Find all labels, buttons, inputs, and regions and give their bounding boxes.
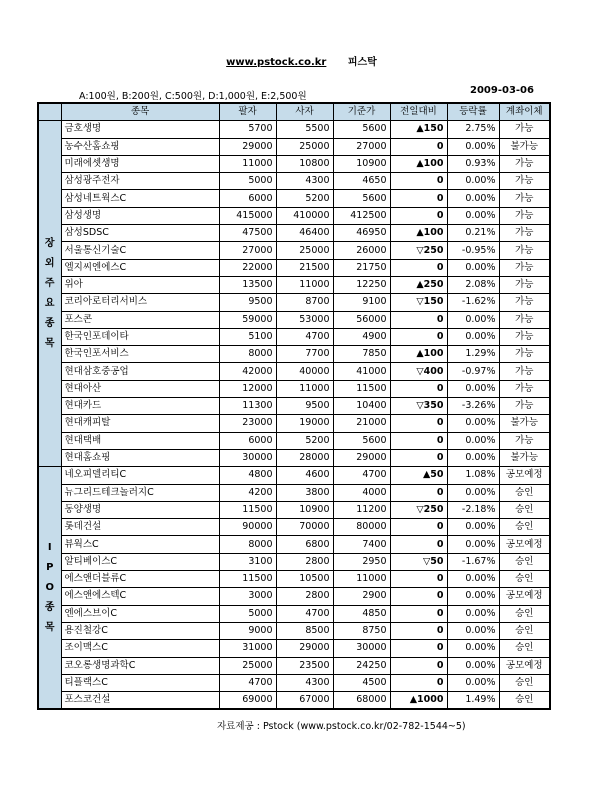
cell-buy: 28000 [276, 449, 333, 466]
cell-name: 코리아로터리서비스 [61, 294, 219, 311]
cell-change: 0 [390, 674, 447, 691]
cell-buy: 2800 [276, 588, 333, 605]
cell-name: 알티베이스C [61, 553, 219, 570]
cell-rate: 0.00% [447, 657, 499, 674]
cell-base: 21000 [333, 415, 390, 432]
cell-name: 한국인포데이타 [61, 328, 219, 345]
cell-transfer: 가능 [499, 242, 550, 259]
table-row [38, 276, 550, 293]
cell-base: 56000 [333, 311, 390, 328]
cell-change: 0 [390, 138, 447, 155]
cell-base: 11200 [333, 501, 390, 518]
cell-transfer: 불가능 [499, 415, 550, 432]
cell-sell: 11500 [219, 501, 276, 518]
cell-change: 0 [390, 484, 447, 501]
corner-cell [38, 103, 61, 121]
cell-transfer: 가능 [499, 207, 550, 224]
cell-change: 0 [390, 432, 447, 449]
cell-sell: 5100 [219, 328, 276, 345]
cell-name: 에스앤에스텍C [61, 588, 219, 605]
cell-name: 삼성광주전자 [61, 173, 219, 190]
cell-base: 27000 [333, 138, 390, 155]
cell-base: 12250 [333, 276, 390, 293]
cell-rate: 0.00% [447, 588, 499, 605]
table-row [38, 346, 550, 363]
cell-buy: 2800 [276, 553, 333, 570]
cell-buy: 4300 [276, 674, 333, 691]
cell-sell: 9000 [219, 622, 276, 639]
cell-transfer: 승인 [499, 605, 550, 622]
cell-name: 삼성SDSC [61, 225, 219, 242]
cell-change: ▲1000 [390, 692, 447, 710]
cell-change: ▽400 [390, 363, 447, 380]
cell-base: 5600 [333, 121, 390, 138]
cell-buy: 8700 [276, 294, 333, 311]
cell-transfer: 승인 [499, 622, 550, 639]
cell-buy: 25000 [276, 138, 333, 155]
cell-base: 4700 [333, 467, 390, 484]
site-url[interactable]: www.pstock.co.kr [226, 57, 327, 68]
cell-buy: 53000 [276, 311, 333, 328]
cell-name: 티플랙스C [61, 674, 219, 691]
cell-name: 코오롱생명과학C [61, 657, 219, 674]
cell-buy: 4700 [276, 328, 333, 345]
cell-rate: 2.75% [447, 121, 499, 138]
table-row [38, 692, 550, 710]
cell-name: 동양생명 [61, 501, 219, 518]
cell-buy: 3800 [276, 484, 333, 501]
cell-transfer: 가능 [499, 121, 550, 138]
cell-base: 2950 [333, 553, 390, 570]
cell-name: 포스콘 [61, 311, 219, 328]
table-row [38, 501, 550, 518]
cell-change: 0 [390, 605, 447, 622]
cell-sell: 6000 [219, 190, 276, 207]
table-row [38, 657, 550, 674]
table-row [38, 242, 550, 259]
table-row [38, 640, 550, 657]
cell-sell: 8000 [219, 536, 276, 553]
cell-buy: 4700 [276, 605, 333, 622]
cell-rate: 1.29% [447, 346, 499, 363]
cell-rate: 0.00% [447, 138, 499, 155]
cell-change: ▲150 [390, 121, 447, 138]
cell-rate: 0.00% [447, 605, 499, 622]
cell-sell: 30000 [219, 449, 276, 466]
cell-name: 미래에셋생명 [61, 155, 219, 172]
table-row [38, 674, 550, 691]
cell-rate: 0.00% [447, 311, 499, 328]
cell-transfer: 가능 [499, 276, 550, 293]
cell-base: 68000 [333, 692, 390, 710]
cell-change: 0 [390, 640, 447, 657]
cell-rate: 0.00% [447, 484, 499, 501]
cell-change: ▽250 [390, 501, 447, 518]
cell-buy: 40000 [276, 363, 333, 380]
cell-change: ▲100 [390, 155, 447, 172]
cell-buy: 10900 [276, 501, 333, 518]
cell-rate: -1.67% [447, 553, 499, 570]
cell-name: 서울통신기술C [61, 242, 219, 259]
table-row [38, 190, 550, 207]
cell-base: 9100 [333, 294, 390, 311]
cell-sell: 90000 [219, 519, 276, 536]
cell-base: 5600 [333, 432, 390, 449]
cell-base: 7400 [333, 536, 390, 553]
cell-buy: 8500 [276, 622, 333, 639]
cell-sell: 59000 [219, 311, 276, 328]
cell-sell: 69000 [219, 692, 276, 710]
cell-name: 뉴그리드테크놀러지C [61, 484, 219, 501]
table-row [38, 155, 550, 172]
cell-name: 뷰웍스C [61, 536, 219, 553]
cell-sell: 11500 [219, 571, 276, 588]
cell-name: 위아 [61, 276, 219, 293]
cell-base: 4650 [333, 173, 390, 190]
cell-transfer: 가능 [499, 363, 550, 380]
cell-name: 조이맥스C [61, 640, 219, 657]
cell-name: 에스앤더블류C [61, 571, 219, 588]
table-row [38, 363, 550, 380]
cell-base: 46950 [333, 225, 390, 242]
cell-base: 11000 [333, 571, 390, 588]
table-row [38, 328, 550, 345]
table-row [38, 259, 550, 276]
table-row [38, 398, 550, 415]
table-row [38, 311, 550, 328]
cell-sell: 11300 [219, 398, 276, 415]
table-row [38, 484, 550, 501]
cell-sell: 31000 [219, 640, 276, 657]
cell-change: 0 [390, 259, 447, 276]
cell-change: 0 [390, 588, 447, 605]
cell-rate: 2.08% [447, 276, 499, 293]
cell-buy: 7700 [276, 346, 333, 363]
cell-transfer: 가능 [499, 432, 550, 449]
table-row [38, 121, 550, 138]
cell-base: 4000 [333, 484, 390, 501]
cell-rate: 0.21% [447, 225, 499, 242]
cell-change: ▽150 [390, 294, 447, 311]
cell-base: 4850 [333, 605, 390, 622]
cell-name: 현대홈쇼핑 [61, 449, 219, 466]
cell-rate: 0.00% [447, 380, 499, 397]
cell-transfer: 공모예정 [499, 536, 550, 553]
cell-buy: 5200 [276, 432, 333, 449]
cell-buy: 67000 [276, 692, 333, 710]
cell-sell: 5000 [219, 605, 276, 622]
cell-transfer: 가능 [499, 328, 550, 345]
cell-transfer: 공모예정 [499, 588, 550, 605]
cell-sell: 4800 [219, 467, 276, 484]
cell-rate: 0.00% [447, 415, 499, 432]
cell-buy: 5500 [276, 121, 333, 138]
cell-change: 0 [390, 536, 447, 553]
cell-base: 2900 [333, 588, 390, 605]
cell-change: 0 [390, 657, 447, 674]
cell-sell: 27000 [219, 242, 276, 259]
cell-transfer: 승인 [499, 692, 550, 710]
cell-buy: 25000 [276, 242, 333, 259]
cell-transfer: 승인 [499, 484, 550, 501]
cell-base: 21750 [333, 259, 390, 276]
cell-name: 포스코건설 [61, 692, 219, 710]
cell-buy: 4300 [276, 173, 333, 190]
table-row [38, 207, 550, 224]
table-row [38, 622, 550, 639]
cell-change: 0 [390, 415, 447, 432]
cell-transfer: 가능 [499, 173, 550, 190]
cell-buy: 11000 [276, 380, 333, 397]
cell-transfer: 가능 [499, 380, 550, 397]
cell-sell: 12000 [219, 380, 276, 397]
cell-transfer: 가능 [499, 346, 550, 363]
cell-base: 26000 [333, 242, 390, 259]
cell-transfer: 가능 [499, 225, 550, 242]
cell-transfer: 가능 [499, 190, 550, 207]
cell-change: 0 [390, 519, 447, 536]
cell-rate: 0.00% [447, 190, 499, 207]
cell-base: 7850 [333, 346, 390, 363]
cell-sell: 4200 [219, 484, 276, 501]
cell-sell: 4700 [219, 674, 276, 691]
cell-base: 11500 [333, 380, 390, 397]
data-source-footer: 자료제공 : Pstock (www.pstock.co.kr/02-782-1544~5) [217, 721, 466, 732]
table-row [38, 553, 550, 570]
cell-base: 4500 [333, 674, 390, 691]
table-row [38, 605, 550, 622]
cell-rate: 0.00% [447, 622, 499, 639]
cell-name: 엘지씨엔에스C [61, 259, 219, 276]
cell-sell: 11000 [219, 155, 276, 172]
table-row [38, 449, 550, 466]
cell-name: 농수산홈쇼핑 [61, 138, 219, 155]
cell-change: ▲250 [390, 276, 447, 293]
cell-buy: 5200 [276, 190, 333, 207]
cell-rate: -1.62% [447, 294, 499, 311]
table-row [38, 173, 550, 190]
cell-base: 41000 [333, 363, 390, 380]
cell-buy: 4600 [276, 467, 333, 484]
cell-buy: 23500 [276, 657, 333, 674]
table-row [38, 536, 550, 553]
cell-base: 10400 [333, 398, 390, 415]
cell-buy: 9500 [276, 398, 333, 415]
cell-sell: 3000 [219, 588, 276, 605]
cell-name: 삼성생명 [61, 207, 219, 224]
cell-sell: 13500 [219, 276, 276, 293]
cell-buy: 10500 [276, 571, 333, 588]
cell-name: 엔에스브이C [61, 605, 219, 622]
cell-name: 한국인포서비스 [61, 346, 219, 363]
table-row [38, 225, 550, 242]
cell-rate: 0.00% [447, 674, 499, 691]
cell-rate: 1.08% [447, 467, 499, 484]
cell-base: 24250 [333, 657, 390, 674]
cell-base: 412500 [333, 207, 390, 224]
column-header: 등락률 [447, 103, 499, 121]
report-date: 2009-03-06 [470, 85, 534, 96]
cell-change: 0 [390, 173, 447, 190]
cell-transfer: 승인 [499, 501, 550, 518]
group-label: I P O 종 목 [38, 467, 61, 710]
cell-name: 현대택배 [61, 432, 219, 449]
cell-name: 금호생명 [61, 121, 219, 138]
cell-sell: 415000 [219, 207, 276, 224]
cell-name: 삼성네트웍스C [61, 190, 219, 207]
cell-buy: 6800 [276, 536, 333, 553]
cell-change: ▲50 [390, 467, 447, 484]
table-row [38, 294, 550, 311]
cell-sell: 25000 [219, 657, 276, 674]
cell-name: 현대삼호중공업 [61, 363, 219, 380]
cell-buy: 410000 [276, 207, 333, 224]
cell-change: 0 [390, 190, 447, 207]
cell-base: 29000 [333, 449, 390, 466]
cell-transfer: 승인 [499, 640, 550, 657]
cell-transfer: 가능 [499, 311, 550, 328]
cell-change: 0 [390, 380, 447, 397]
cell-rate: -0.95% [447, 242, 499, 259]
column-header: 팔자 [219, 103, 276, 121]
cell-transfer: 가능 [499, 259, 550, 276]
cell-rate: 0.00% [447, 259, 499, 276]
cell-transfer: 승인 [499, 553, 550, 570]
cell-transfer: 불가능 [499, 138, 550, 155]
cell-rate: -2.18% [447, 501, 499, 518]
cell-rate: 0.00% [447, 519, 499, 536]
cell-transfer: 승인 [499, 571, 550, 588]
cell-change: 0 [390, 622, 447, 639]
table-row [38, 588, 550, 605]
table-row [38, 415, 550, 432]
table-row [38, 138, 550, 155]
price-unit-legend: A:100원, B:200원, C:500원, D:1,000원, E:2,500원 [79, 91, 307, 102]
cell-name: 네오피델리티C [61, 467, 219, 484]
cell-buy: 70000 [276, 519, 333, 536]
cell-rate: 0.00% [447, 432, 499, 449]
cell-change: ▽350 [390, 398, 447, 415]
cell-sell: 5700 [219, 121, 276, 138]
cell-sell: 5000 [219, 173, 276, 190]
cell-buy: 46400 [276, 225, 333, 242]
brand-name: 피스탁 [347, 57, 377, 68]
cell-base: 4900 [333, 328, 390, 345]
cell-transfer: 가능 [499, 294, 550, 311]
cell-rate: -0.97% [447, 363, 499, 380]
cell-transfer: 공모예정 [499, 657, 550, 674]
table-header-row [38, 103, 550, 121]
cell-buy: 10800 [276, 155, 333, 172]
table-row [38, 432, 550, 449]
cell-rate: 1.49% [447, 692, 499, 710]
cell-sell: 23000 [219, 415, 276, 432]
cell-base: 30000 [333, 640, 390, 657]
cell-rate: 0.00% [447, 536, 499, 553]
column-header: 기준가 [333, 103, 390, 121]
cell-name: 롯데건설 [61, 519, 219, 536]
cell-transfer: 공모예정 [499, 467, 550, 484]
cell-sell: 3100 [219, 553, 276, 570]
cell-rate: 0.00% [447, 328, 499, 345]
cell-change: 0 [390, 328, 447, 345]
column-header: 사자 [276, 103, 333, 121]
cell-rate: 0.93% [447, 155, 499, 172]
cell-buy: 11000 [276, 276, 333, 293]
cell-buy: 21500 [276, 259, 333, 276]
table-row [38, 467, 550, 484]
cell-rate: 0.00% [447, 173, 499, 190]
cell-rate: 0.00% [447, 449, 499, 466]
cell-change: ▽250 [390, 242, 447, 259]
cell-rate: 0.00% [447, 640, 499, 657]
cell-transfer: 불가능 [499, 449, 550, 466]
cell-rate: 0.00% [447, 571, 499, 588]
cell-rate: -3.26% [447, 398, 499, 415]
cell-change: ▽50 [390, 553, 447, 570]
group-label: 장 외 주 요 종 목 [38, 121, 61, 467]
cell-transfer: 가능 [499, 398, 550, 415]
cell-change: 0 [390, 207, 447, 224]
cell-base: 5600 [333, 190, 390, 207]
cell-change: 0 [390, 311, 447, 328]
column-header: 전일대비 [390, 103, 447, 121]
page-title [0, 53, 603, 68]
cell-change: 0 [390, 449, 447, 466]
table-row [38, 519, 550, 536]
cell-sell: 22000 [219, 259, 276, 276]
stock-price-table [37, 102, 551, 710]
cell-buy: 19000 [276, 415, 333, 432]
cell-rate: 0.00% [447, 207, 499, 224]
cell-sell: 6000 [219, 432, 276, 449]
cell-change: ▲100 [390, 346, 447, 363]
cell-transfer: 승인 [499, 519, 550, 536]
column-header: 계좌이체 [499, 103, 550, 121]
cell-sell: 8000 [219, 346, 276, 363]
cell-sell: 29000 [219, 138, 276, 155]
cell-base: 8750 [333, 622, 390, 639]
cell-sell: 47500 [219, 225, 276, 242]
cell-sell: 9500 [219, 294, 276, 311]
cell-name: 용진철강C [61, 622, 219, 639]
cell-base: 10900 [333, 155, 390, 172]
table-row [38, 571, 550, 588]
cell-transfer: 가능 [499, 155, 550, 172]
cell-name: 현대아산 [61, 380, 219, 397]
cell-base: 80000 [333, 519, 390, 536]
cell-sell: 42000 [219, 363, 276, 380]
table-row [38, 380, 550, 397]
cell-name: 현대캐피탈 [61, 415, 219, 432]
cell-transfer: 승인 [499, 674, 550, 691]
column-header: 종목 [61, 103, 219, 121]
cell-buy: 29000 [276, 640, 333, 657]
cell-change: 0 [390, 571, 447, 588]
cell-name: 현대카드 [61, 398, 219, 415]
cell-change: ▲100 [390, 225, 447, 242]
